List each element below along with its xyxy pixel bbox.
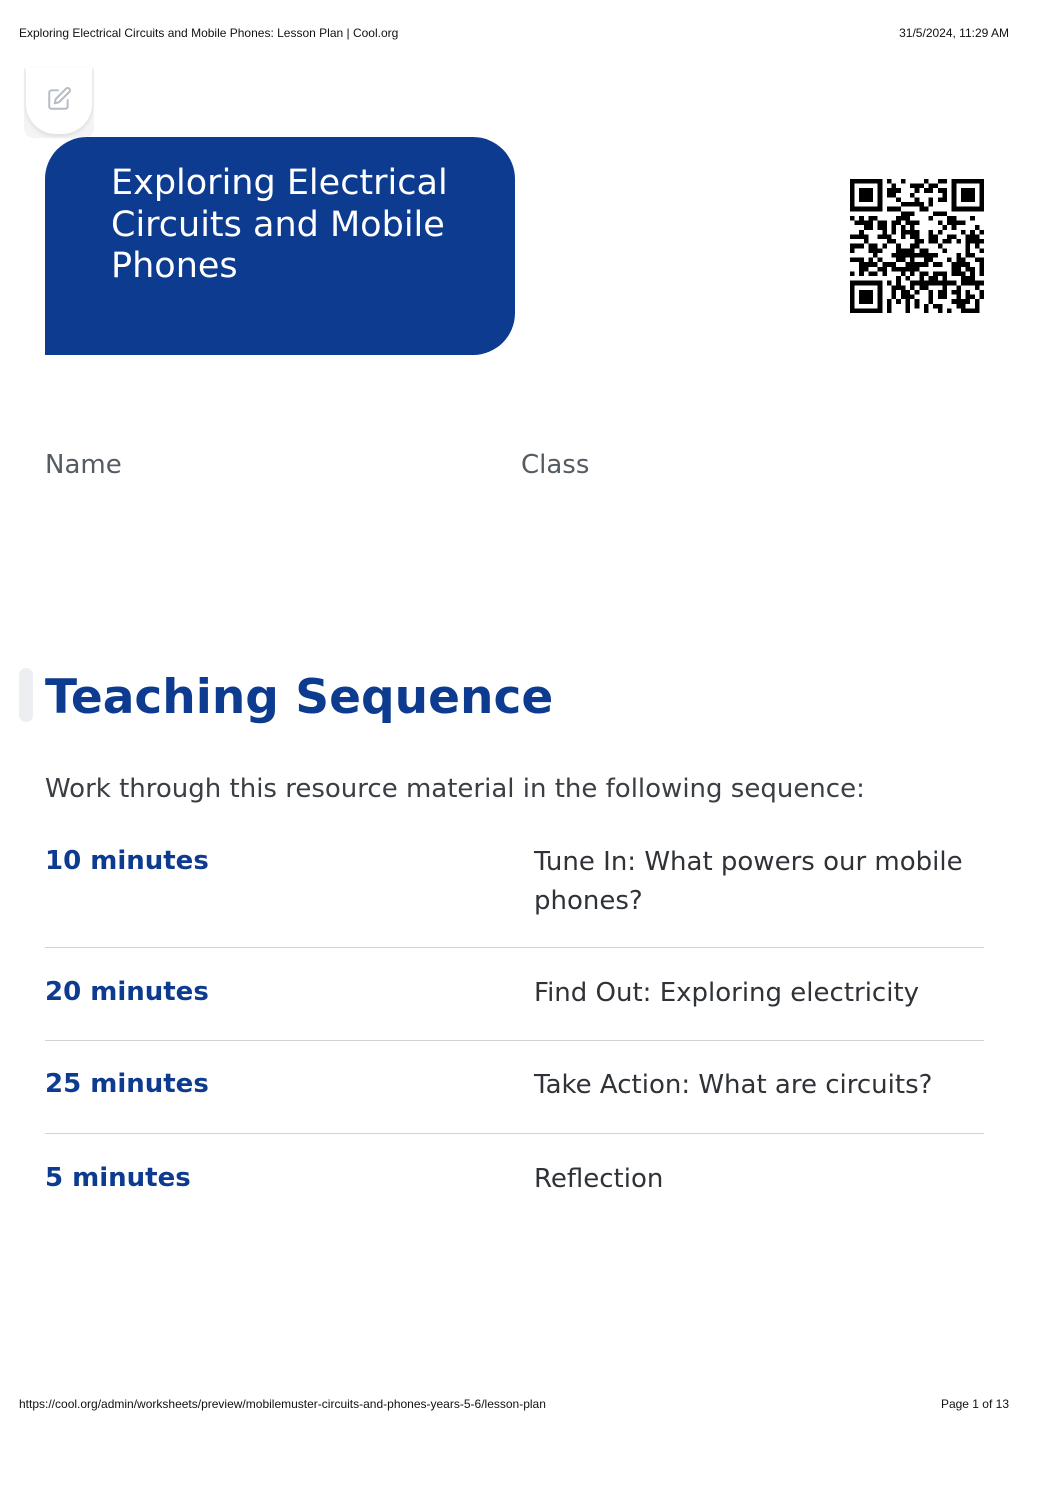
edit-button[interactable] <box>26 68 92 134</box>
sequence-row <box>45 1162 984 1212</box>
print-header-timestamp: 31/5/2024, 11:29 AM <box>899 26 1009 40</box>
sequence-activity: Find Out: Exploring electricity <box>534 978 920 1008</box>
sequence-row <box>45 976 984 1041</box>
print-footer-page: Page 1 of 13 <box>940 1397 1009 1411</box>
sequence-activity: Tune In: What powers our mobile phones? <box>534 847 963 916</box>
sequence-duration: 25 minutes <box>45 1069 209 1099</box>
qr-code-icon <box>850 179 984 313</box>
sequence-row <box>45 845 984 948</box>
print-header-title: Exploring Electrical Circuits and Mobile Phones: Lesson Plan | Cool.org <box>19 26 399 40</box>
print-footer-url: https://cool.org/admin/worksheets/preview/mobilemuster-circuits-and-phones-years-5-6/lesson-plan <box>19 1397 546 1411</box>
section-heading: Teaching Sequence <box>45 670 554 725</box>
section-marker <box>19 668 33 722</box>
worksheet-title: Exploring Electrical Circuits and Mobile Phones <box>111 163 448 286</box>
edit-pencil-icon <box>46 86 72 116</box>
sequence-duration: 5 minutes <box>45 1163 191 1193</box>
sequence-duration: 20 minutes <box>45 977 209 1007</box>
class-field-label: Class <box>521 450 590 480</box>
section-intro: Work through this resource material in the following sequence: <box>45 774 865 804</box>
sequence-activity: Reflection <box>534 1164 664 1194</box>
sequence-activity: Take Action: What are circuits? <box>534 1070 933 1100</box>
name-field-label: Name <box>45 450 122 480</box>
sequence-duration: 10 minutes <box>45 846 209 876</box>
sequence-row <box>45 1068 984 1134</box>
worksheet-title-banner <box>45 137 515 355</box>
